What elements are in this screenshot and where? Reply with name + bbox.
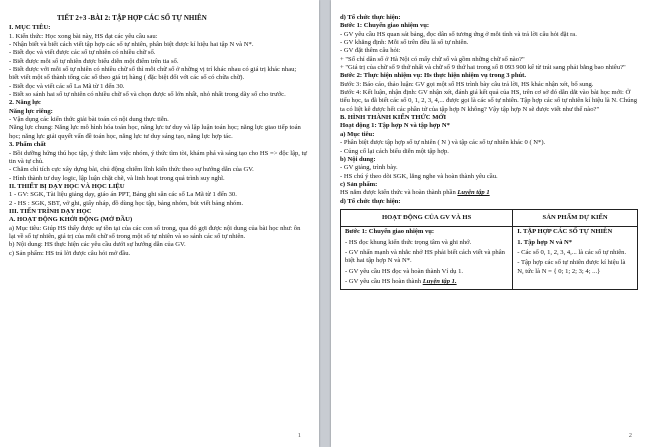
page-1-content — [9, 14, 307, 258]
document-page-2 — [331, 0, 650, 447]
section-heading: I. MỤC TIÊU: — [9, 24, 51, 32]
exercise-link: Luyện tập 1. — [422, 277, 457, 285]
body-paragraph: b) Nội dung: HS thực hiện các yêu cầu dưới sự hướng dẫn của GV. — [9, 241, 186, 249]
section-heading: d) Tổ chức thực hiện: — [340, 197, 401, 205]
page-2-content — [340, 14, 638, 290]
section-heading: Năng lực riêng: — [9, 107, 53, 115]
exercise-link: Luyện tập 1 — [457, 189, 490, 197]
section-heading: a) Mục tiêu: — [340, 130, 375, 138]
expected-product-cell — [513, 227, 638, 290]
body-paragraph: - HS chú ý theo dõi SGK, lắng nghe và hoàn thành yêu cầu. — [340, 172, 498, 180]
document-page-1 — [0, 0, 319, 447]
page-1-body — [9, 24, 307, 258]
activity-item: - GV nhấn mạnh và nhắc nhở HS phải biết cách viết và phân biệt hai tập hợp N và N*. — [345, 248, 505, 265]
activity-table — [340, 209, 638, 290]
product-item: - Tập hợp các số tự nhiên được kí hiệu là N, tức là N = { 0; 1; 2; 3; 4; ...} — [517, 259, 626, 275]
body-paragraph: - Biết so sánh hai số tự nhiên có nhiều chữ số và chọn được số lớn nhất, nhỏ nhất trong dãy số cho trước. — [9, 91, 286, 99]
body-paragraph: - GV yêu cầu HS quan sát bảng, đọc dân số tương ứng ở mỗi tỉnh và trả lời câu hỏi đặt ra. — [340, 30, 577, 38]
activity-item: - HS đọc khung kiến thức trọng tâm và ghi nhớ. — [345, 238, 472, 246]
body-paragraph: - GV đặt thêm câu hỏi: — [340, 47, 401, 55]
activity-item: - GV yêu cầu HS đọc và hoàn thành Ví dụ 1. — [345, 267, 464, 275]
page-number: 1 — [297, 432, 301, 439]
product-heading: 1. Tập hợp N và N* — [517, 238, 573, 246]
body-paragraph: 1. Kiến thức: Học xong bài này, HS đạt các yêu cầu sau: — [9, 32, 158, 40]
body-paragraph: - Vận dụng các kiến thức giải bài toán có nội dung thực tiễn. — [9, 116, 169, 124]
body-paragraph: - Phân biệt được tập hợp số tự nhiên ( N ) và tập các số tự nhiên khác 0 ( N*). — [340, 139, 546, 147]
body-paragraph: - Củng cố lại cách biểu diễn một tập hợp. — [340, 147, 449, 155]
body-paragraph: 2 - HS : SGK, SBT, vở ghi, giấy nháp, đồ dùng học tập, bảng nhóm, bút viết bảng nhóm. — [9, 199, 244, 207]
table-header-activities: HOẠT ĐỘNG CỦA GV VÀ HS — [341, 209, 513, 226]
section-heading: Bước 1: Chuyển giao nhiệm vụ: — [340, 22, 430, 30]
section-heading: Bước 2: Thực hiện nhiệm vụ: Hs thực hiện nhiệm vụ trong 3 phút. — [340, 72, 527, 80]
body-paragraph: - Nhận biết và biết cách viết tập hợp các số tự nhiên, phân biệt được kí hiệu hai tập N và N*. — [9, 41, 254, 49]
body-paragraph: - Chăm chỉ tích cực xây dựng bài, chủ động chiếm lĩnh kiến thức theo sự hướng dẫn của GV. — [9, 166, 254, 174]
body-paragraph: - Biết được với mỗi số tự nhiên có nhiều chữ số thì mỗi chữ số ở những vị trí khác nhau có giá trị khác nhau; biết viết một số thành tổng các số theo giá trị hàng ( đặc biệt đối với các số có chữa chữ). — [9, 66, 297, 82]
section-heading: B. HÌNH THÀNH KIẾN THỨC MỚI — [340, 114, 447, 122]
section-heading: A. HOẠT ĐỘNG KHỞI ĐỘNG (MỞ ĐẦU) — [9, 216, 133, 224]
section-heading: III. TIẾN TRÌNH DẠY HỌC — [9, 207, 92, 215]
body-paragraph: Bước 4: Kết luận, nhận định: GV nhận xét, đánh giá kết quả của HS, trên cơ sở đó dẫn dắt vào bài học mới: Ở tiểu học, ta đã biết các số 0, 1, 2, 3, 4,... được gọi là các số tự nhiên. Tập hợp các số tự nhiên kí hiệu là N. Chúng ta có liệt kê được hết các phần tử của tập hợp N không? Vậy tập hợp N sẽ được viết như thế nào?" — [340, 89, 638, 113]
lesson-title: TIẾT 2+3 -BÀI 2: TẬP HỢP CÁC SỐ TỰ NHIÊN — [57, 14, 207, 22]
activity-item: - GV yêu cầu HS hoàn thành Luyện tập 1. — [345, 277, 457, 285]
body-paragraph: 1 - GV: SGK, Tài liệu giảng dạy, giáo án PPT, Bảng ghi sẵn các số La Mã từ 1 đến 30. — [9, 191, 237, 199]
section-heading: II. THIẾT BỊ DẠY HỌC VÀ HỌC LIỆU — [9, 182, 125, 190]
product-heading: I. TẬP HỢP CÁC SỐ TỰ NHIÊN — [517, 228, 613, 236]
section-heading: c) Sản phẩm: — [340, 180, 378, 188]
table-header-expected-product: SẢN PHẨM DỰ KIẾN — [513, 209, 638, 226]
section-heading: Hoạt động 1: Tập hợp N và tập hợp N* — [340, 122, 450, 130]
body-paragraph: + "Số chỉ dân số ở Hà Nội có mấy chữ số và gồm những chữ số nào?" — [340, 55, 525, 63]
body-paragraph: - Biết đọc và viết được các số tự nhiên có nhiều chữ số. — [9, 49, 156, 57]
body-paragraph: Bước 3: Báo cáo, thảo luận: GV gọi một số HS trình bày câu trả lời, HS khác nhận xét, bổ sung. — [340, 80, 594, 88]
page-number: 2 — [628, 432, 632, 439]
section-heading: 3. Phẩm chất — [9, 141, 46, 149]
page-2-body — [340, 14, 638, 206]
body-paragraph: - GV khẳng định: Mỗi số trên đều là số tự nhiên. — [340, 39, 469, 47]
section-heading: b) Nội dung: — [340, 155, 376, 163]
step-heading: Bước 1: Chuyển giao nhiệm vụ: — [345, 228, 435, 236]
body-paragraph: - GV giảng, trình bày. — [340, 164, 398, 172]
section-heading: d) Tổ chức thực hiện: — [340, 14, 401, 21]
body-paragraph: + "Giá trị của chữ số 9 thứ nhất và chữ số 9 thứ hai trong số 8 093 900 kể từ trái sang phải bằng bao nhiêu?" — [340, 64, 626, 72]
body-paragraph: a) Mục tiêu: Giúp HS thấy được sự tồn tại của các con số trong, qua đó gợi được nội dung của bài học như: ôn lại về số tự nhiên, giá trị của mỗi chữ số trong một số tự nhiên và so sánh các số tự nhiên. — [9, 224, 301, 240]
body-paragraph: - Bồi dưỡng hứng thú học tập, ý thức làm việc nhóm, ý thức tìm tòi, khám phá và sáng tạo cho HS => độc lập, tự tin và tự chủ. — [9, 149, 307, 165]
body-paragraph: - Biết được mỗi số tự nhiên được biểu diễn một điểm trên tia số. — [9, 57, 179, 65]
product-item: - Các số 0, 1, 2, 3, 4,... là các số tự nhiên. — [517, 248, 627, 256]
body-paragraph: HS nắm được kiến thức và hoàn thành phần Luyện tập 1 — [340, 189, 490, 197]
section-heading: 2. Năng lực — [9, 99, 41, 107]
body-paragraph: Năng lực chung: Năng lực mô hình hóa toán học, năng lực tư duy và lập luận toán học; năng lực giao tiếp toán học; năng lực giải quyết vấn đề toán học, năng lực tư duy sáng tạo, năng lực hợp tác. — [9, 124, 301, 140]
body-paragraph: - Hình thành tư duy logic, lập luận chặt chẽ, và linh hoạt trong quá trình suy nghĩ. — [9, 174, 225, 182]
body-paragraph: c) Sản phẩm: HS trả lời được câu hỏi mở đầu. — [9, 249, 131, 257]
body-paragraph: - Biết đọc và viết các số La Mã từ 1 đến 30. — [9, 82, 125, 90]
activities-cell — [341, 227, 513, 290]
